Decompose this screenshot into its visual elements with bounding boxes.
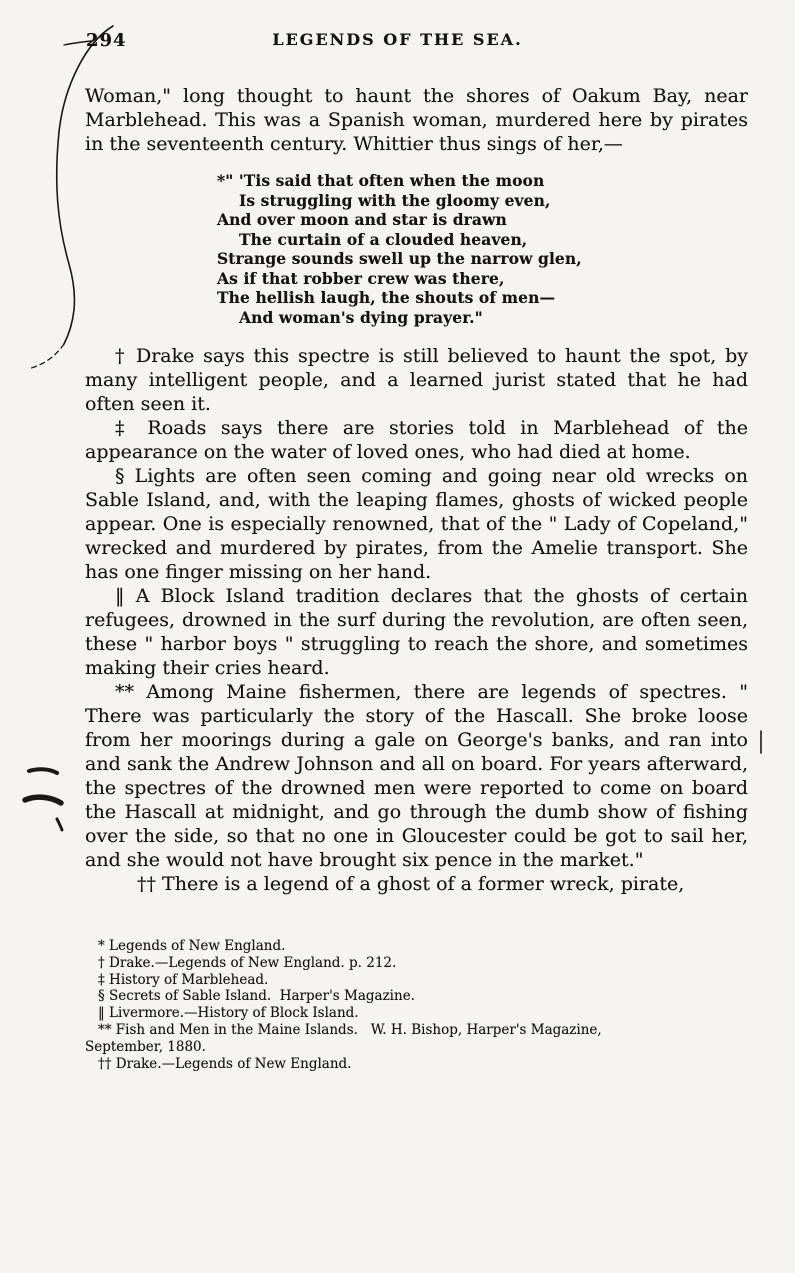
footnote: * Legends of New England.	[98, 938, 286, 954]
poem-line: And over moon and star is drawn	[217, 210, 507, 229]
footnote: †† Drake.—Legends of New England.	[98, 1055, 352, 1072]
footnote: ‖ Livermore.—History of Block Island.	[98, 1005, 359, 1022]
footnote: † Drake.—Legends of New England. p. 212.	[98, 954, 397, 971]
margin-mark-3	[57, 819, 62, 830]
footnote: § Secrets of Sable Island. Harper's Magazine.	[98, 988, 415, 1005]
poem-line: Is struggling with the gloomy even,	[239, 190, 551, 210]
paragraph: ** Among Maine fishermen, there are legends of spectres. " There was particularly the story of the Hascall. She broke loose from her moorings during a gale on George's banks, and ran into and sank the Andrew Johnson and all on board. For years afterward, the spectres of the drowned men were reported to come on board the Hascall at midnight, and go through the dumb show of fishing over the side, so that no one in Gloucester could be got to sail her, and she would not have brought six pence in the market."	[85, 681, 748, 871]
running-title: LEGENDS OF THE SEA.	[272, 30, 523, 49]
margin-mark-1	[29, 769, 57, 773]
paragraph: ‖ A Block Island tradition declares that the ghosts of certain refugees, drowned in the surf during the revolution, are often seen, these " harbor boys " struggling to reach the shore, and sometimes making their cries heard.	[85, 585, 748, 679]
page-header	[0, 0, 795, 56]
body-text	[85, 84, 748, 896]
pen-mark-dashed-tail	[28, 344, 64, 369]
paragraph: † Drake says this spectre is still believed to haunt the spot, by many intelligent people, and a learned jurist stated that he had often seen it.	[85, 345, 748, 415]
poem-line: Strange sounds swell up the narrow glen,	[217, 249, 582, 268]
poem-line: *" 'Tis said that often when the moon	[217, 171, 545, 190]
margin-mark-2	[25, 797, 61, 803]
page-number: 294	[86, 30, 127, 51]
poem-line: The hellish laugh, the shouts of men—	[217, 288, 556, 307]
footnote-continuation: September, 1880.	[85, 1038, 206, 1055]
poem-line: The curtain of a clouded heaven,	[239, 229, 528, 249]
poem-line: As if that robber crew was there,	[217, 268, 505, 288]
paragraph: ‡ Roads says there are stories told in Marblehead of the appearance on the water of loved ones, who had died at home.	[85, 417, 748, 463]
footnotes	[85, 938, 748, 1072]
paragraph: § Lights are often seen coming and going near old wrecks on Sable Island, and, with the leaping flames, ghosts of wicked people appear. One is especially renowned, that of the " Lady of Copeland," wrecked and murdered by pirates, from the Amelie transport. She has one finger missing on her hand.	[85, 465, 748, 583]
paragraph: Woman," long thought to haunt the shores of Oakum Bay, near Marblehead. This was a Spanish woman, murdered here by pirates in the seventeenth century. Whittier thus sings of her,—	[85, 85, 748, 155]
poem-quote	[217, 171, 748, 327]
footnote: ** Fish and Men in the Maine Islands. W. H. Bishop, Harper's Magazine,	[98, 1021, 602, 1038]
paragraph: †† There is a legend of a ghost of a former wreck, pirate,	[137, 873, 685, 895]
footnote: ‡ History of Marblehead.	[98, 971, 269, 988]
poem-line: And woman's dying prayer."	[239, 307, 483, 327]
